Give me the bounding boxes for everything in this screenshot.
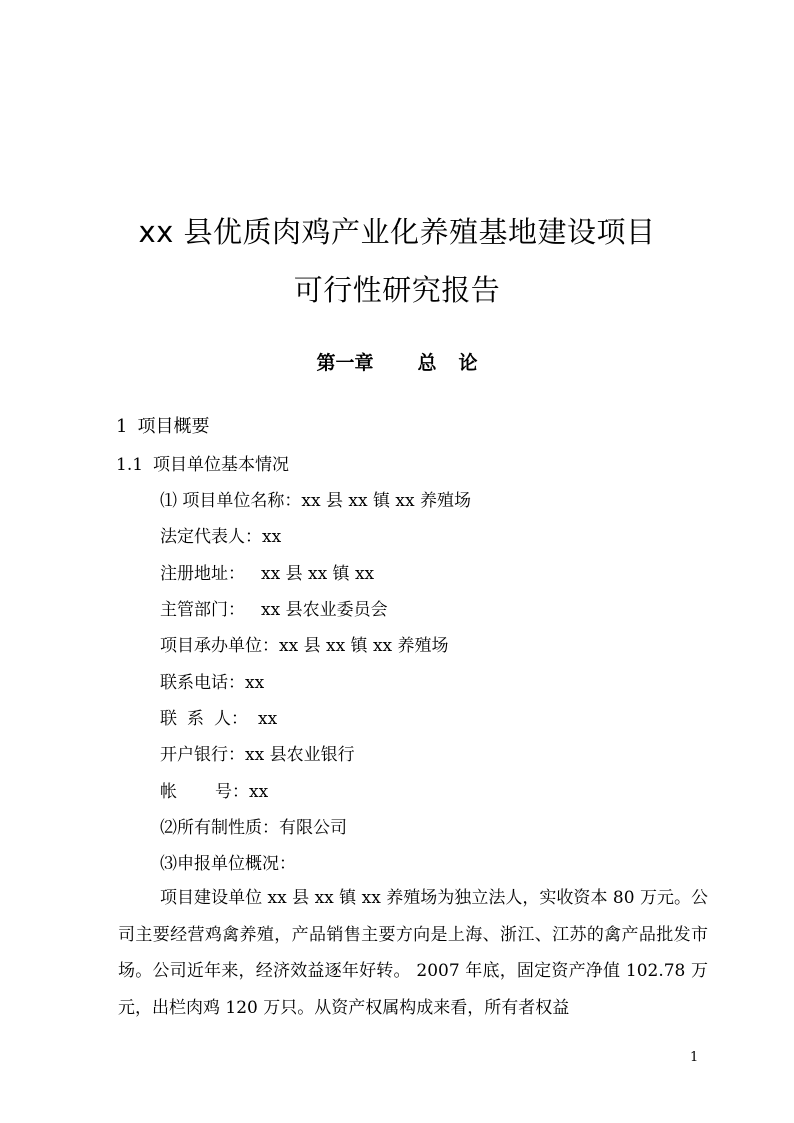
title-line-2: 可行性研究报告	[293, 273, 501, 307]
chapter-heading	[0, 348, 794, 375]
authority-line	[160, 599, 388, 621]
chapter-title-a: 总	[417, 352, 437, 374]
section-1-1-heading	[116, 454, 289, 476]
contact-line	[160, 708, 277, 730]
page-number: 1	[690, 1050, 699, 1065]
bank-value: xx 县农业银行	[245, 745, 355, 765]
authority-value: xx 县农业委员会	[261, 600, 388, 620]
ownership-value: 有限公司	[279, 818, 347, 838]
section-1-1-title: 项目单位基本情况	[153, 455, 290, 475]
phone-value: xx	[245, 673, 265, 693]
account-line	[160, 781, 268, 803]
account-value: xx	[249, 782, 269, 802]
overview-paragraph-text: 项目建设单位 xx 县 xx 镇 xx 养殖场为独立法人，实收资本 80 万元。公司主要经营鸡禽养殖，产品销售主要方向是上海、浙江、江苏的禽产品批发市场。公司近年来，经济效益逐年好转。 2007 年底，固定资产净值 102.78 万元，出栏肉鸡 120 万只。从资产权属构成来看，所有者权益	[118, 888, 708, 1018]
account-label-b: 号：	[215, 782, 249, 802]
contact-value: xx	[258, 709, 278, 729]
address-label: 注册地址：	[160, 564, 245, 584]
undertaker-value: xx 县 xx 镇 xx 养殖场	[279, 636, 449, 656]
authority-label: 主管部门：	[160, 600, 245, 620]
contact-label-c: 人：	[214, 709, 248, 729]
contact-label-b: 系	[187, 709, 204, 729]
section-1-title: 项目概要	[137, 416, 210, 437]
section-1-heading	[116, 416, 209, 438]
bank-label: 开户银行：	[160, 745, 245, 765]
undertaker-line	[160, 635, 449, 657]
legal-rep-label: 法定代表人：	[160, 527, 262, 547]
chapter-label: 第一章	[316, 352, 374, 374]
unit-name-value: xx 县 xx 镇 xx 养殖场	[301, 491, 471, 511]
legal-rep-line	[160, 526, 281, 548]
legal-rep-value: xx	[262, 527, 282, 547]
account-label-a: 帐	[160, 782, 177, 802]
overview-line	[160, 853, 296, 875]
chapter-title-b: 论	[458, 352, 478, 374]
address-line	[160, 563, 374, 585]
unit-name-label: ⑴ 项目单位名称：	[160, 491, 302, 511]
overview-paragraph	[118, 880, 708, 1026]
overview-label: ⑶申报单位概况：	[160, 854, 296, 874]
section-1-number: 1	[116, 416, 128, 437]
bank-line	[160, 744, 355, 766]
address-value: xx 县 xx 镇 xx	[261, 564, 375, 584]
ownership-label: ⑵所有制性质：	[160, 818, 279, 838]
phone-line	[160, 672, 264, 694]
phone-label: 联系电话：	[160, 673, 245, 693]
ownership-line	[160, 817, 347, 839]
unit-name-line	[160, 490, 471, 512]
title-line-1: xx 县优质肉鸡产业化养殖基地建设项目	[138, 215, 656, 249]
undertaker-label: 项目承办单位：	[160, 636, 279, 656]
section-1-1-number: 1.1	[116, 455, 144, 475]
contact-label-a: 联	[160, 709, 177, 729]
